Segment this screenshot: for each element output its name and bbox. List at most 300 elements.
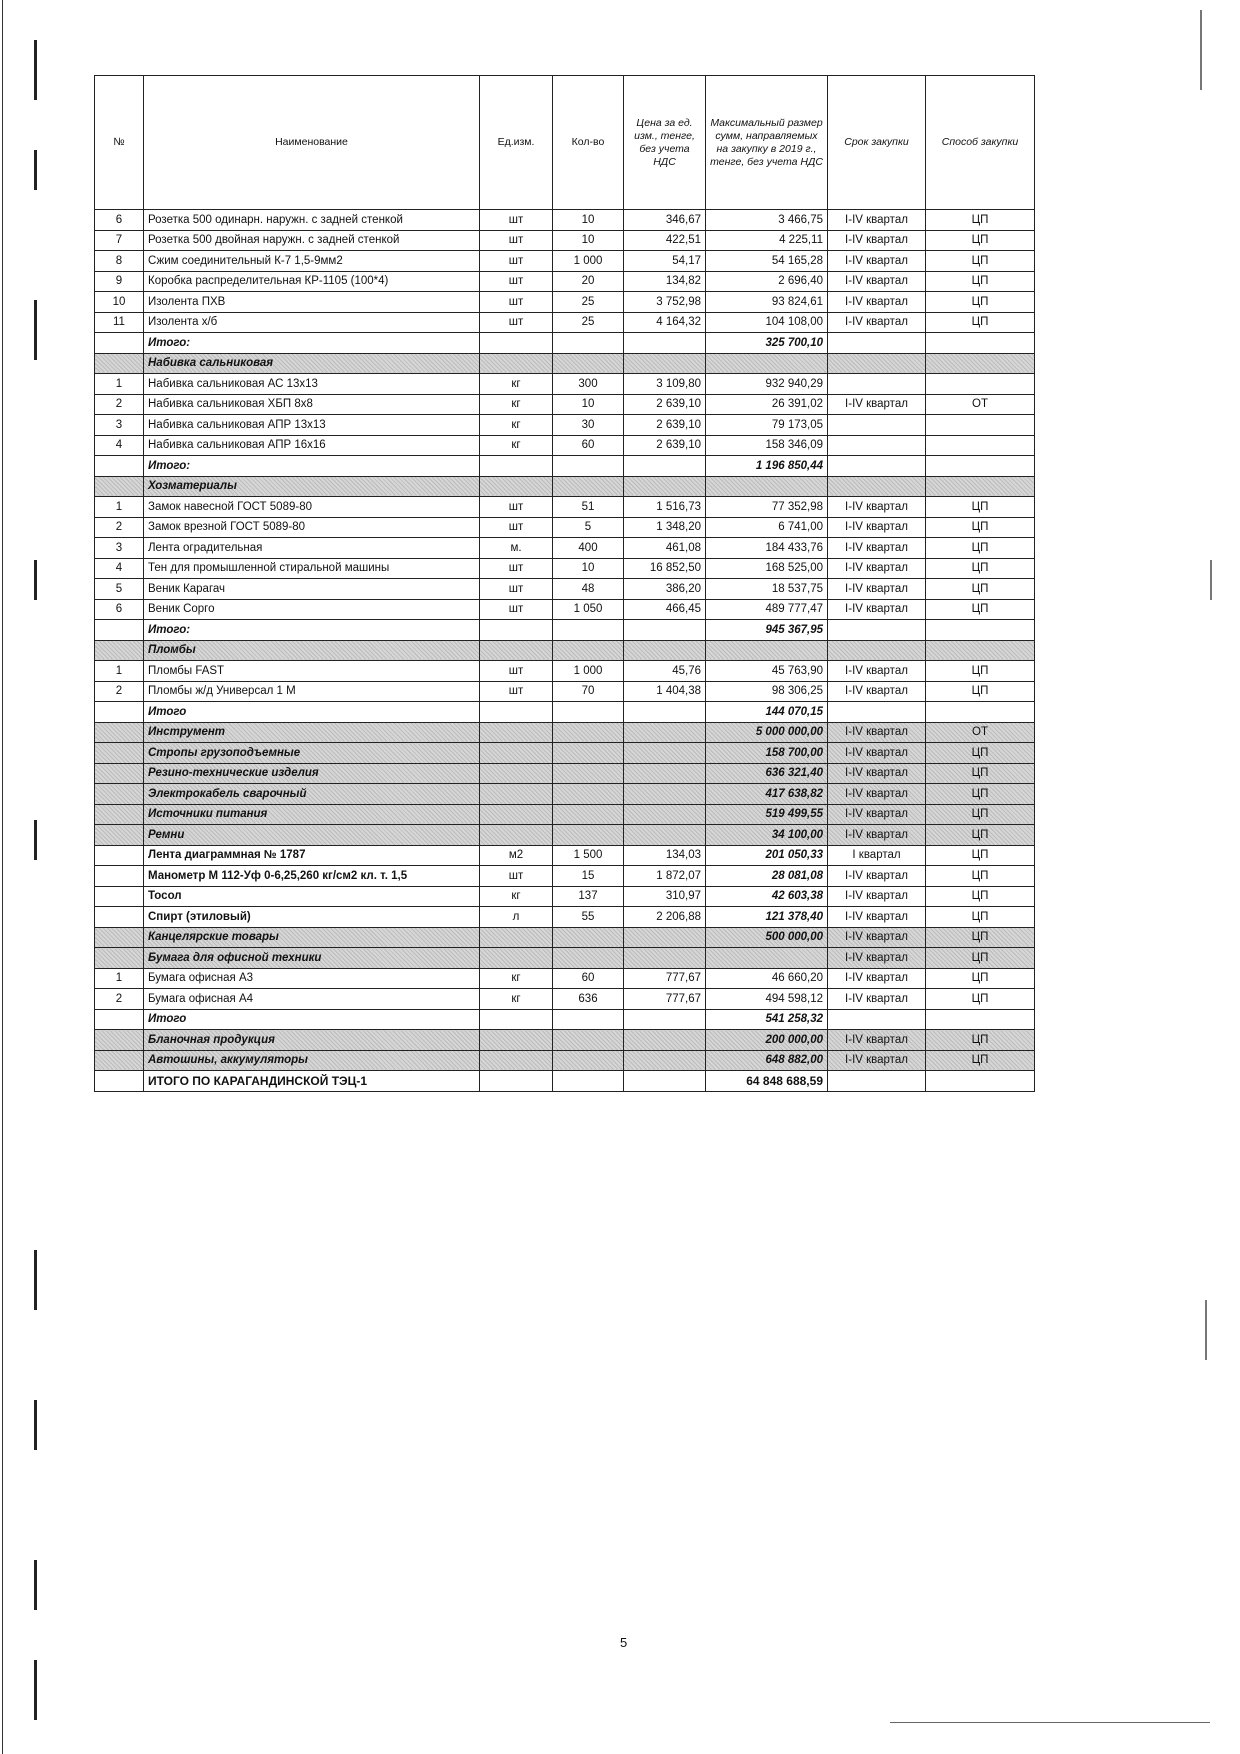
cell-price [624,948,706,969]
cell-method: ЦП [926,497,1035,518]
cell-no [95,907,144,928]
cell-name: Хозматериалы [144,476,480,497]
cell-qty: 1 000 [553,251,624,272]
table-row [95,251,1035,272]
table-row [95,415,1035,436]
cell-term [828,374,926,395]
cell-no [95,927,144,948]
cell-qty: 400 [553,538,624,559]
cell-price [624,476,706,497]
cell-price [624,784,706,805]
cell-term: I-IV квартал [828,825,926,846]
cell-method [926,476,1035,497]
cell-name: Бумага офисная А4 [144,989,480,1010]
table-row [95,845,1035,866]
cell-name: Набивка сальниковая АС 13х13 [144,374,480,395]
cell-price: 2 206,88 [624,907,706,928]
cell-name: Пломбы FAST [144,661,480,682]
cell-term: I-IV квартал [828,292,926,313]
cell-no: 3 [95,538,144,559]
cell-no: 4 [95,558,144,579]
cell-unit: кг [480,435,553,456]
cell-unit: м. [480,538,553,559]
cell-no: 1 [95,374,144,395]
cell-sum: 4 225,11 [706,230,828,251]
cell-term [828,476,926,497]
cell-price [624,620,706,641]
cell-name: Тосол [144,886,480,907]
cell-method: ЦП [926,558,1035,579]
cell-no: 2 [95,394,144,415]
cell-method [926,374,1035,395]
cell-name: Сжим соединительный К-7 1,5-9мм2 [144,251,480,272]
cell-name: Электрокабель сварочный [144,784,480,805]
cell-term: I-IV квартал [828,538,926,559]
cell-price [624,804,706,825]
cell-term: I-IV квартал [828,784,926,805]
cell-qty: 1 000 [553,661,624,682]
cell-term: I-IV квартал [828,927,926,948]
cell-term: I-IV квартал [828,763,926,784]
cell-qty [553,743,624,764]
cell-method: ЦП [926,968,1035,989]
cell-method [926,1071,1035,1092]
cell-sum: 18 537,75 [706,579,828,600]
cell-qty [553,640,624,661]
scan-margin-mark [34,560,37,600]
scan-margin-mark [34,150,37,190]
cell-sum: 201 050,33 [706,845,828,866]
table-row [95,968,1035,989]
cell-qty: 55 [553,907,624,928]
cell-method [926,640,1035,661]
cell-method: ЦП [926,866,1035,887]
cell-method [926,702,1035,723]
cell-price: 1 404,38 [624,681,706,702]
cell-price [624,353,706,374]
cell-no [95,743,144,764]
table-row [95,681,1035,702]
cell-price: 346,67 [624,210,706,231]
cell-name: Набивка сальниковая ХБП 8х8 [144,394,480,415]
cell-no: 1 [95,497,144,518]
cell-method: ЦП [926,271,1035,292]
cell-price [624,1009,706,1030]
scan-bottom-line [890,1722,1210,1723]
cell-no: 8 [95,251,144,272]
cell-term: I-IV квартал [828,497,926,518]
cell-qty: 20 [553,271,624,292]
cell-term [828,415,926,436]
section-row [95,353,1035,374]
cell-term: I-IV квартал [828,681,926,702]
cell-no [95,456,144,477]
cell-no [95,333,144,354]
table-row [95,866,1035,887]
subtotal-row [95,620,1035,641]
cell-price [624,825,706,846]
cell-sum: 93 824,61 [706,292,828,313]
cell-no: 5 [95,579,144,600]
cell-term [828,353,926,374]
cell-price: 54,17 [624,251,706,272]
cell-unit [480,825,553,846]
scan-margin-mark [34,820,37,860]
cell-no [95,763,144,784]
section-row [95,1030,1035,1051]
cell-sum [706,353,828,374]
subtotal-row [95,1009,1035,1030]
cell-sum: 98 306,25 [706,681,828,702]
cell-price: 466,45 [624,599,706,620]
table-row [95,538,1035,559]
cell-unit: кг [480,415,553,436]
cell-unit [480,743,553,764]
cell-qty [553,1030,624,1051]
cell-sum: 648 882,00 [706,1050,828,1071]
cell-qty [553,1050,624,1071]
cell-term [828,640,926,661]
cell-name: Веник Карагач [144,579,480,600]
header-name: Наименование [144,76,480,210]
cell-qty: 48 [553,579,624,600]
cell-price [624,456,706,477]
cell-name: Набивка сальниковая АПР 16х16 [144,435,480,456]
cell-method: ЦП [926,312,1035,333]
cell-term: I-IV квартал [828,517,926,538]
cell-qty: 636 [553,989,624,1010]
cell-unit: шт [480,271,553,292]
cell-unit: л [480,907,553,928]
cell-qty [553,353,624,374]
cell-qty [553,333,624,354]
header-price: Цена за ед. изм., тенге, без учета НДС [624,76,706,210]
cell-price: 3 752,98 [624,292,706,313]
cell-sum: 945 367,95 [706,620,828,641]
cell-unit: шт [480,599,553,620]
cell-method: ЦП [926,927,1035,948]
cell-qty: 10 [553,230,624,251]
cell-name: Резино-технические изделия [144,763,480,784]
cell-unit: кг [480,886,553,907]
cell-method: ЦП [926,661,1035,682]
cell-price [624,763,706,784]
cell-no [95,476,144,497]
cell-unit: шт [480,312,553,333]
cell-no [95,640,144,661]
cell-qty: 137 [553,886,624,907]
cell-no [95,353,144,374]
cell-method: ЦП [926,599,1035,620]
section-row [95,804,1035,825]
cell-price [624,722,706,743]
section-row [95,743,1035,764]
cell-term [828,620,926,641]
cell-no: 1 [95,968,144,989]
cell-sum: 168 525,00 [706,558,828,579]
cell-no [95,886,144,907]
header-unit: Ед.изм. [480,76,553,210]
cell-name: Итого: [144,333,480,354]
cell-sum: 121 378,40 [706,907,828,928]
total-row [95,1071,1035,1092]
scan-margin-mark [1210,560,1212,600]
section-row [95,825,1035,846]
cell-qty: 60 [553,435,624,456]
cell-method: ЦП [926,538,1035,559]
cell-method: ЦП [926,251,1035,272]
cell-term: I-IV квартал [828,394,926,415]
cell-sum: 26 391,02 [706,394,828,415]
cell-method [926,415,1035,436]
header-qty: Кол-во [553,76,624,210]
section-row [95,763,1035,784]
cell-sum: 494 598,12 [706,989,828,1010]
cell-no: 11 [95,312,144,333]
cell-method: ЦП [926,763,1035,784]
cell-no: 7 [95,230,144,251]
cell-no [95,845,144,866]
cell-qty: 70 [553,681,624,702]
cell-no: 2 [95,681,144,702]
cell-qty: 10 [553,394,624,415]
cell-unit [480,948,553,969]
cell-sum: 1 196 850,44 [706,456,828,477]
cell-sum: 77 352,98 [706,497,828,518]
cell-sum: 144 070,15 [706,702,828,723]
cell-method: ЦП [926,743,1035,764]
cell-price: 3 109,80 [624,374,706,395]
cell-no [95,948,144,969]
cell-name: Лента оградительная [144,538,480,559]
cell-qty [553,1009,624,1030]
cell-qty: 10 [553,210,624,231]
cell-sum: 79 173,05 [706,415,828,436]
cell-price [624,640,706,661]
cell-qty [553,722,624,743]
cell-unit: шт [480,517,553,538]
cell-name: Бланочная продукция [144,1030,480,1051]
cell-method [926,333,1035,354]
scan-margin-mark [34,1560,37,1610]
header-no: № [95,76,144,210]
cell-qty [553,784,624,805]
cell-price [624,743,706,764]
cell-sum: 489 777,47 [706,599,828,620]
cell-method: ЦП [926,517,1035,538]
cell-qty: 300 [553,374,624,395]
cell-unit: шт [480,661,553,682]
cell-sum: 500 000,00 [706,927,828,948]
cell-qty [553,702,624,723]
cell-name: Канцелярские товары [144,927,480,948]
cell-qty [553,763,624,784]
cell-price: 461,08 [624,538,706,559]
cell-method: ЦП [926,230,1035,251]
cell-qty [553,620,624,641]
section-row [95,476,1035,497]
cell-sum: 932 940,29 [706,374,828,395]
cell-term [828,1009,926,1030]
cell-qty: 60 [553,968,624,989]
cell-unit [480,763,553,784]
cell-term: I-IV квартал [828,968,926,989]
scan-margin-mark [34,1660,37,1720]
cell-price: 777,67 [624,989,706,1010]
cell-term: I-IV квартал [828,251,926,272]
cell-price [624,1030,706,1051]
cell-name: Источники питания [144,804,480,825]
table-row [95,989,1035,1010]
cell-term [828,435,926,456]
cell-term: I-IV квартал [828,230,926,251]
cell-price: 422,51 [624,230,706,251]
cell-price: 310,97 [624,886,706,907]
cell-price [624,333,706,354]
cell-price: 386,20 [624,579,706,600]
cell-unit [480,640,553,661]
cell-no [95,825,144,846]
cell-sum: 54 165,28 [706,251,828,272]
cell-term: I-IV квартал [828,804,926,825]
cell-unit [480,456,553,477]
cell-name: Инструмент [144,722,480,743]
cell-no [95,702,144,723]
cell-term [828,1071,926,1092]
cell-method [926,456,1035,477]
cell-qty: 25 [553,312,624,333]
cell-qty [553,825,624,846]
cell-no: 3 [95,415,144,436]
cell-term: I-IV квартал [828,886,926,907]
cell-no: 2 [95,517,144,538]
cell-sum: 417 638,82 [706,784,828,805]
cell-term: I-IV квартал [828,743,926,764]
cell-unit [480,333,553,354]
cell-qty [553,927,624,948]
cell-name: ИТОГО ПО КАРАГАНДИНСКОЙ ТЭЦ-1 [144,1071,480,1092]
cell-qty: 10 [553,558,624,579]
cell-unit [480,1009,553,1030]
section-row [95,640,1035,661]
scan-margin-mark [34,300,37,360]
scan-margin-mark [34,1250,37,1310]
cell-unit: шт [480,251,553,272]
table-row [95,497,1035,518]
cell-unit: кг [480,989,553,1010]
cell-price [624,1071,706,1092]
cell-term: I-IV квартал [828,210,926,231]
cell-qty: 51 [553,497,624,518]
cell-term: I-IV квартал [828,1050,926,1071]
scan-margin-mark [1205,1300,1207,1360]
scan-left-border [2,0,3,1754]
scan-margin-mark [34,40,37,100]
table-row [95,210,1035,231]
cell-sum: 104 108,00 [706,312,828,333]
header-term: Срок закупки [828,76,926,210]
cell-name: Веник Сорго [144,599,480,620]
cell-sum: 325 700,10 [706,333,828,354]
cell-method: ЦП [926,1030,1035,1051]
page-number: 5 [620,1635,628,1650]
cell-sum: 6 741,00 [706,517,828,538]
cell-unit: шт [480,681,553,702]
cell-method: ЦП [926,825,1035,846]
cell-no: 2 [95,989,144,1010]
cell-sum: 2 696,40 [706,271,828,292]
cell-method [926,435,1035,456]
cell-unit [480,476,553,497]
cell-term [828,456,926,477]
cell-name: Изолента х/б [144,312,480,333]
cell-term: I-IV квартал [828,907,926,928]
table-row [95,886,1035,907]
cell-unit: шт [480,866,553,887]
cell-method: ЦП [926,681,1035,702]
cell-method: ЦП [926,989,1035,1010]
cell-unit [480,784,553,805]
cell-no [95,804,144,825]
cell-method [926,620,1035,641]
cell-name: Спирт (этиловый) [144,907,480,928]
cell-term: I-IV квартал [828,599,926,620]
cell-sum: 46 660,20 [706,968,828,989]
cell-name: Коробка распределительная КР-1105 (100*4) [144,271,480,292]
cell-sum: 45 763,90 [706,661,828,682]
table-row [95,907,1035,928]
cell-unit [480,1030,553,1051]
cell-unit [480,722,553,743]
cell-method: ЦП [926,579,1035,600]
cell-name: Тен для промышленной стиральной машины [144,558,480,579]
section-row [95,948,1035,969]
table-row [95,292,1035,313]
cell-term: I-IV квартал [828,1030,926,1051]
cell-method [926,1009,1035,1030]
cell-qty: 30 [553,415,624,436]
table-row [95,394,1035,415]
table-body [95,210,1035,1092]
cell-unit: шт [480,230,553,251]
cell-sum: 184 433,76 [706,538,828,559]
cell-sum: 636 321,40 [706,763,828,784]
cell-unit: м2 [480,845,553,866]
cell-qty [553,1071,624,1092]
cell-term: I-IV квартал [828,948,926,969]
table-row [95,271,1035,292]
subtotal-row [95,333,1035,354]
cell-name: Набивка сальниковая [144,353,480,374]
table-header [95,76,1035,210]
cell-method: ОТ [926,722,1035,743]
cell-name: Замок навесной ГОСТ 5089-80 [144,497,480,518]
table-row [95,230,1035,251]
cell-name: Бумага для офисной техники [144,948,480,969]
table-row [95,558,1035,579]
section-row [95,784,1035,805]
table-row [95,517,1035,538]
cell-term: I-IV квартал [828,866,926,887]
scan-margin-mark [1200,10,1202,90]
cell-unit: шт [480,558,553,579]
cell-price: 134,82 [624,271,706,292]
table-row [95,312,1035,333]
cell-no: 9 [95,271,144,292]
cell-method: ЦП [926,907,1035,928]
cell-price: 1 516,73 [624,497,706,518]
cell-term: I-IV квартал [828,989,926,1010]
